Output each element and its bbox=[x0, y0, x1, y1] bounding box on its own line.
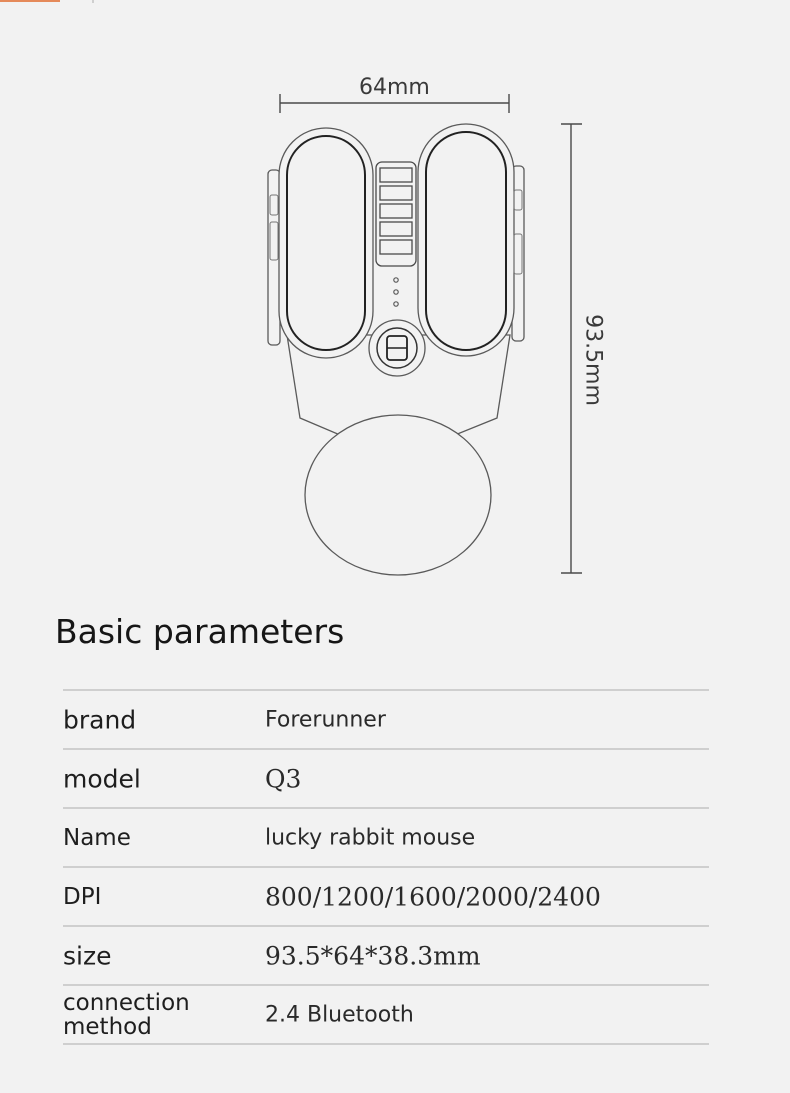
param-key: connection method bbox=[63, 989, 190, 1040]
param-value: lucky rabbit mouse bbox=[265, 825, 476, 850]
param-value: 93.5*64*38.3mm bbox=[265, 941, 481, 970]
param-key: model bbox=[63, 764, 141, 793]
width-dimension-label: 64mm bbox=[359, 75, 430, 100]
mouse-dpi-dots bbox=[394, 278, 398, 306]
param-key: DPI bbox=[63, 883, 102, 910]
param-value: Forerunner bbox=[265, 707, 386, 732]
param-row-name bbox=[63, 809, 709, 868]
param-key: size bbox=[63, 941, 112, 970]
param-value: Q3 bbox=[265, 764, 302, 793]
param-row-size bbox=[63, 927, 709, 986]
param-row-dpi bbox=[63, 868, 709, 927]
mouse-left-ear-outer bbox=[279, 128, 373, 358]
param-row-model bbox=[63, 750, 709, 809]
param-row-brand bbox=[63, 691, 709, 750]
parameters-table bbox=[63, 689, 709, 1045]
param-key: brand bbox=[63, 705, 137, 734]
mouse-right-ear-outer bbox=[418, 124, 514, 356]
mouse-palm-dome bbox=[305, 415, 491, 575]
height-dimension-label: 93.5mm bbox=[580, 314, 606, 406]
parameters-title: Basic parameters bbox=[55, 612, 345, 651]
param-row-connection bbox=[63, 986, 709, 1045]
mouse-mode-button bbox=[369, 320, 425, 376]
param-key: Name bbox=[63, 824, 131, 851]
mouse-scroll-wheel bbox=[376, 162, 416, 266]
param-value: 800/1200/1600/2000/2400 bbox=[265, 882, 601, 911]
param-value: 2.4 Bluetooth bbox=[265, 1002, 414, 1027]
